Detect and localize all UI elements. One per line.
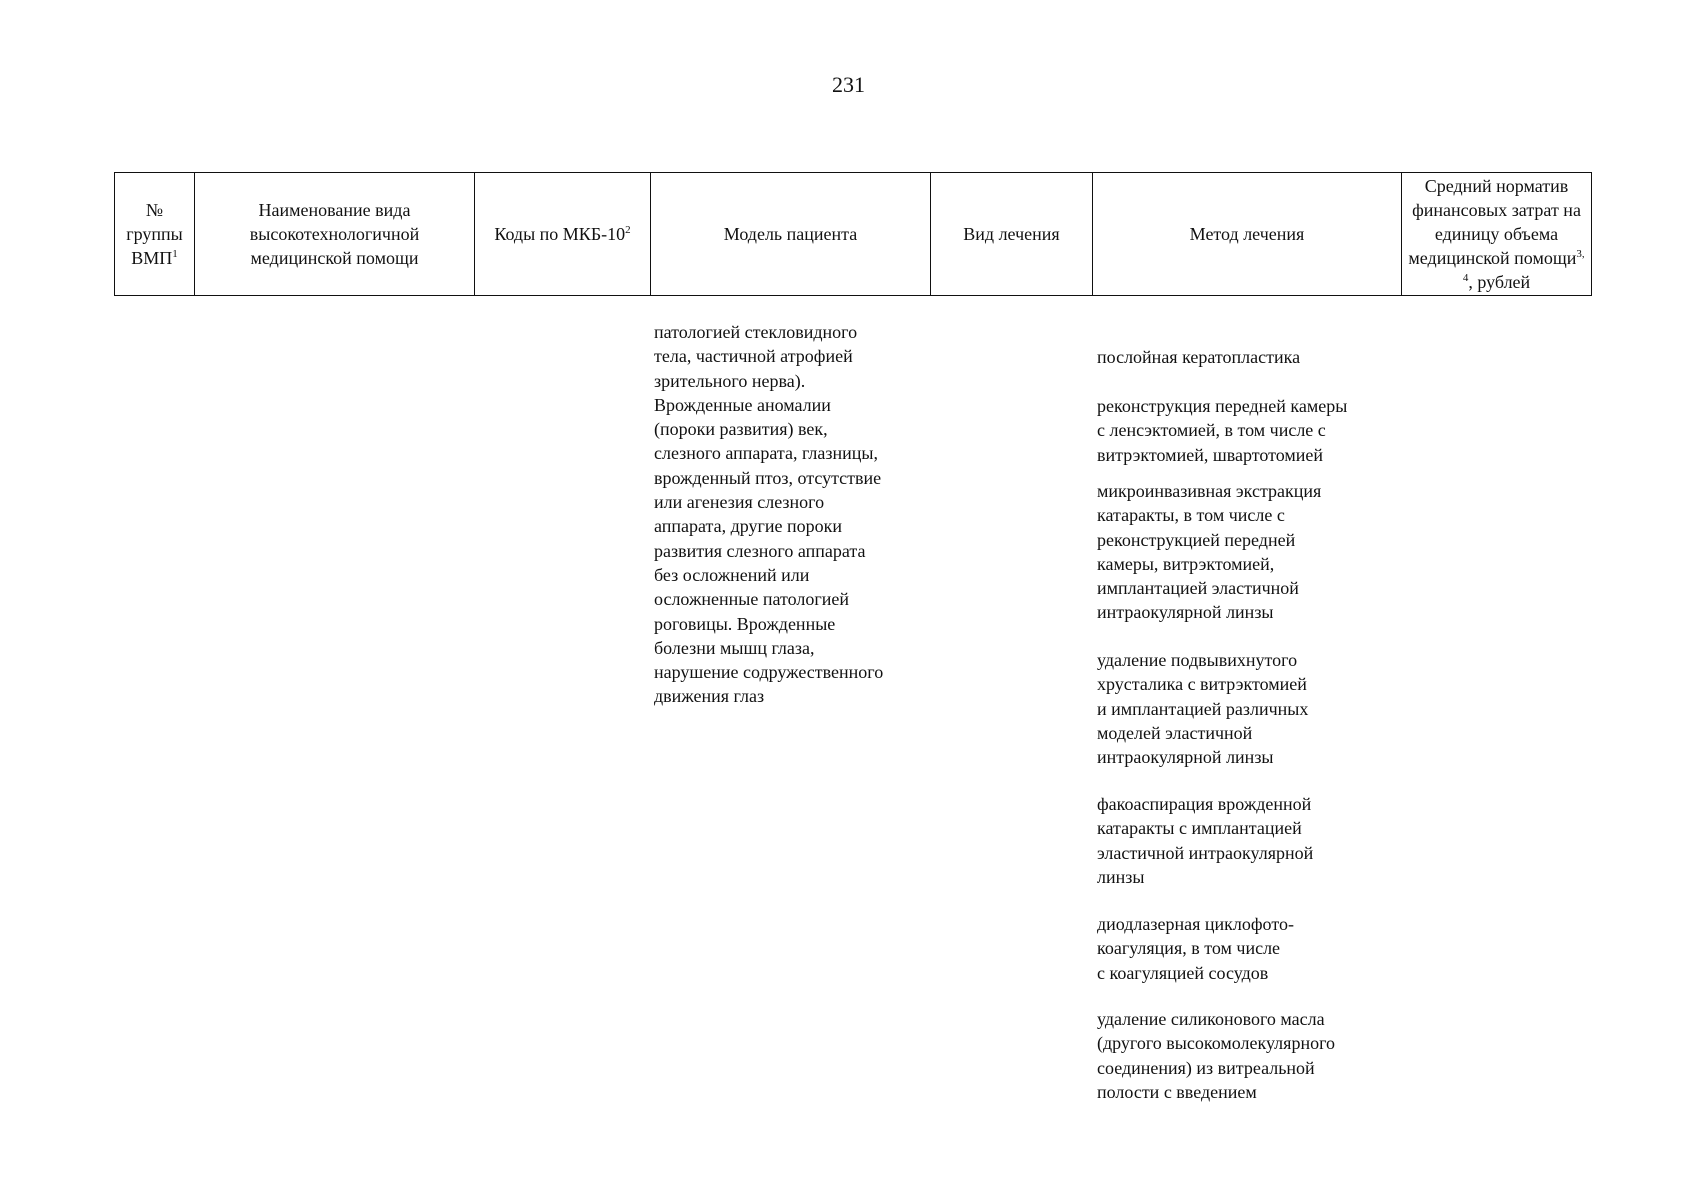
- treatment-method-item: микроинвазивная экстракция катаракты, в том числе с реконструкцией передней камеры, витрэктомией, имплантацией эластичной интраокулярной линзы: [1097, 481, 1322, 623]
- table-header: [114, 172, 1592, 296]
- column-header-treatment-type: Вид лечения: [931, 173, 1093, 296]
- column-header-patient-model: Модель пациента: [651, 173, 931, 296]
- patient-model-text: патологией стекловидного тела, частичной атрофией зрительного нерва). Врожденные аномалии (пороки развития) век, слезного аппарата, глазницы, врожденный птоз, отсутствие или агенезия слезного аппарата, другие пороки развития слезного аппарата без осложнений или осложненные патологией роговицы. Врожденные болезни мышц глаза, нарушение содружественного движения глаз: [654, 322, 884, 707]
- column-header-cost-standard: Средний норматив финансовых затрат на единицу объема медицинской помощи$^{3, 4}$, рублей: [1402, 173, 1592, 296]
- column-header-treatment-method: Метод лечения: [1093, 173, 1402, 296]
- column-header-care-type: Наименование вида высокотехнологичной медицинской помощи: [195, 173, 475, 296]
- treatment-method-item: удаление силиконового масла (другого высокомолекулярного соединения) из витреальной полости с введением: [1097, 1009, 1336, 1102]
- column-header-group-number: № группы ВМП$^1$: [115, 173, 195, 296]
- table-header-row: [115, 173, 1592, 296]
- treatment-method-item: удаление подвывихнутого хрусталика с витрэктомией и имплантацией различных моделей эластичной интраокулярной линзы: [1097, 650, 1309, 768]
- treatment-method-item: диодлазерная циклофото- коагуляция, в том числе с коагуляцией сосудов: [1097, 914, 1294, 983]
- column-header-icd-codes: Коды по МКБ-$10^2$: [475, 173, 651, 296]
- page-number: 231: [832, 72, 865, 97]
- treatment-method-item: реконструкция передней камеры с ленсэктомией, в том числе с витрэктомией, швартотомией: [1097, 396, 1348, 465]
- treatment-method-item: послойная кератопластика: [1097, 347, 1301, 367]
- treatment-method-item: факоаспирация врожденной катаракты с имплантацией эластичной интраокулярной линзы: [1097, 794, 1314, 887]
